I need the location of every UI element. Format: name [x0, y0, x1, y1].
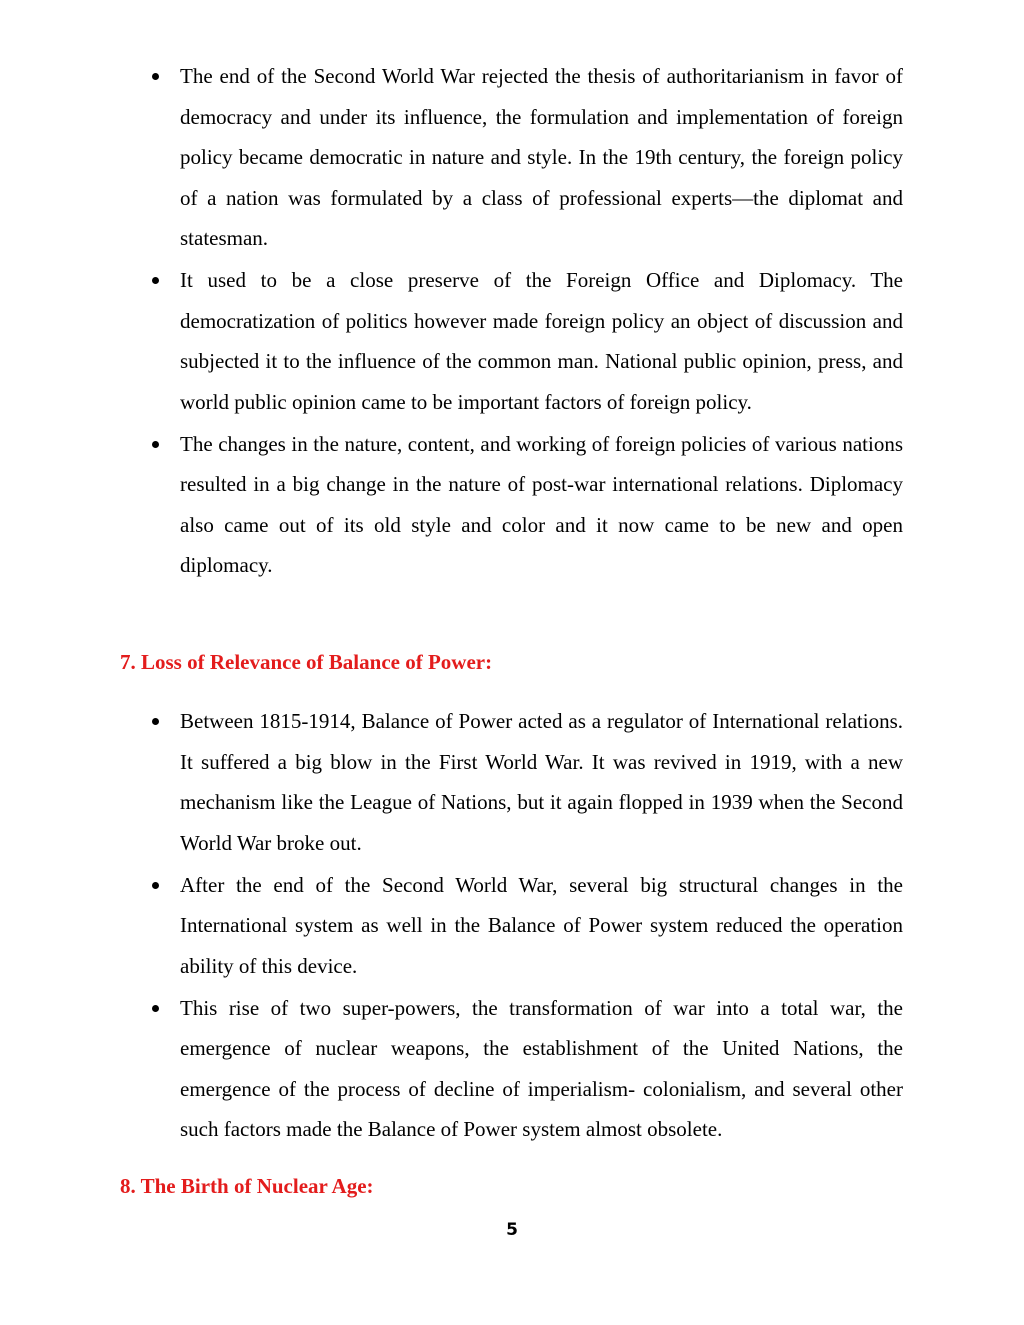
bullet-item: This rise of two super-powers, the transformation of war into a total war, the emergence of nuclear weapons, the establishment of the United Nations, the emergence of the process of decline of imperialism- colonialism, and several other such factors made the Balance of Power system almost obsolete.	[148, 988, 903, 1150]
bullet-item: It used to be a close preserve of the Foreign Office and Diplomacy. The democratization of politics however made foreign policy an object of discussion and subjected it to the influence of the common man. National public opinion, press, and world public opinion came to be important factors of foreign policy.	[148, 260, 903, 422]
section-heading-8: 8. The Birth of Nuclear Age:	[120, 1174, 374, 1198]
section-heading-7: 7. Loss of Relevance of Balance of Power:	[120, 650, 493, 674]
bullet-item: The end of the Second World War rejected the thesis of authoritarianism in favor of democracy and under its influence, the formulation and implementation of foreign policy became democratic in nature and style. In the 19th century, the foreign policy of a nation was formulated by a class of professional experts—the diplomat and statesman.	[148, 56, 903, 259]
page-number: 5	[506, 1220, 518, 1240]
bullet-item: The changes in the nature, content, and working of foreign policies of various nations resulted in a big change in the nature of post-war international relations. Diplomacy also came out of its old style and color and it now came to be new and open diplomacy.	[148, 424, 903, 586]
bullet-list-section-7	[148, 701, 903, 1151]
bullet-item: After the end of the Second World War, several big structural changes in the International system as well in the Balance of Power system reduced the operation ability of this device.	[148, 865, 903, 987]
bullet-list-top	[148, 56, 903, 587]
bullet-item: Between 1815-1914, Balance of Power acted as a regulator of International relations. It suffered a big blow in the First World War. It was revived in 1919, with a new mechanism like the League of Nations, but it again flopped in 1939 when the Second World War broke out.	[148, 701, 903, 863]
